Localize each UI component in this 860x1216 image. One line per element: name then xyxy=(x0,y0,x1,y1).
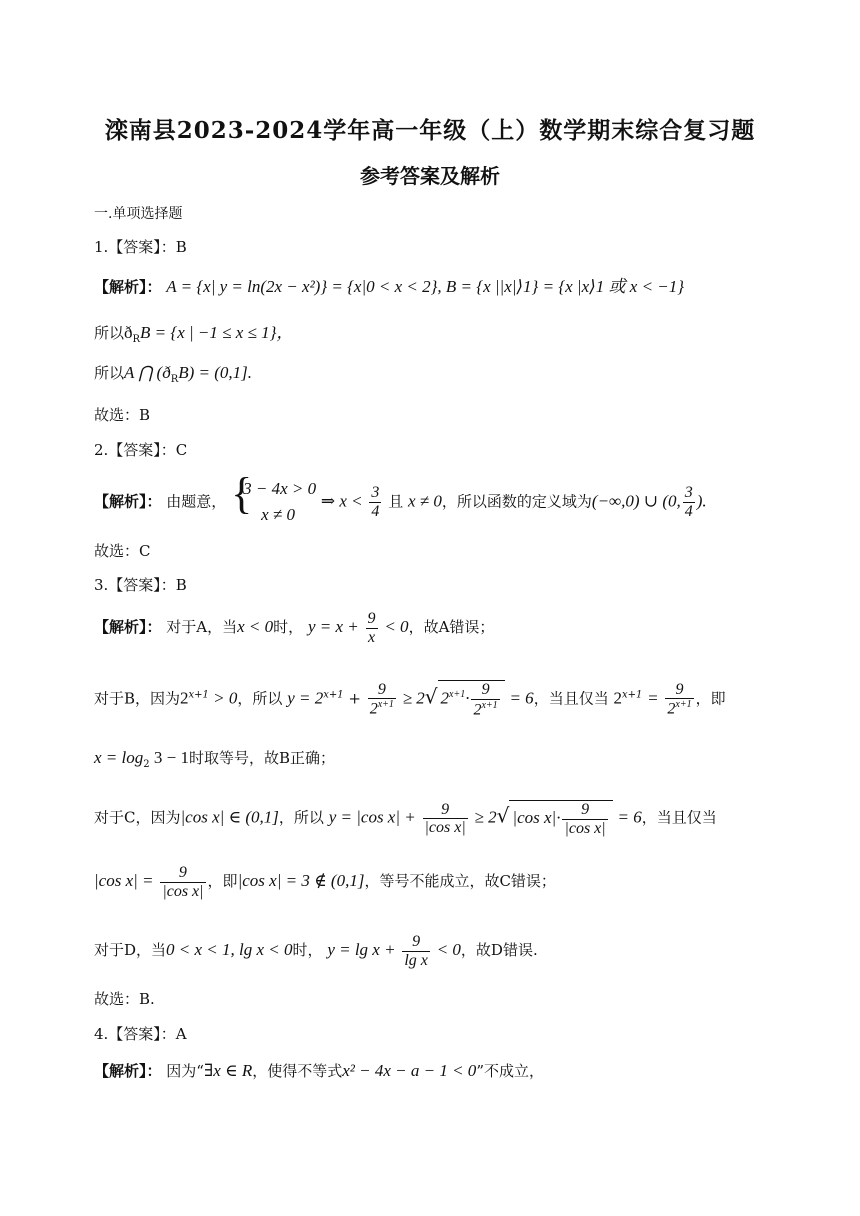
q3-b-frac xyxy=(368,681,396,719)
q3-b-text2: ，所以 xyxy=(237,689,283,708)
q3-a-num: 9 xyxy=(367,610,376,627)
q3-c-sqrt: |cos x|· $\frac{9}{\text{|cos x|}}$ xyxy=(509,800,612,837)
q4-solution xyxy=(94,1060,544,1081)
q3-c-expr2: y = |cos x| + xyxy=(328,807,416,827)
q2-frac-den: 4 xyxy=(371,502,380,520)
q3-line-c2 xyxy=(94,864,556,900)
q3-b-base: 2 xyxy=(180,688,189,708)
q3-c2-den: |cos x| xyxy=(162,882,204,900)
q3-c-ge: ≥ 2 xyxy=(474,807,497,827)
q3-d-text2: 时， xyxy=(292,941,323,960)
q2-text1: 由题意， xyxy=(166,492,227,511)
q3-b-text1: 对于B，因为 xyxy=(94,689,181,708)
q2-label: 【解析】： xyxy=(94,492,162,511)
q2-domain: (−∞,0) ∪ (0, xyxy=(591,491,681,511)
q3-c-text1: 对于C，因为 xyxy=(94,808,181,827)
q3-c-expr1: |cos x| ∈ (0,1] xyxy=(180,807,279,827)
q3-c-text2: ，所以 xyxy=(278,808,324,827)
q2-system-row2: x ≠ 0 xyxy=(261,505,295,525)
q3-a-frac xyxy=(366,610,378,646)
q2-cond: x ≠ 0 xyxy=(408,491,442,511)
q3-b2-sub: 2 xyxy=(143,759,150,770)
document-title: 滦南县2023-2024学年高一年级（上）数学期末综合复习题 xyxy=(104,117,756,144)
q2-brace: { xyxy=(231,469,253,518)
q1-expr1: A = {x| y = ln(2x − x²)} = {x|0 < x < 2}, B = {x ||x|⟩1} = {x |x⟩1 或 x < −1} xyxy=(166,277,685,296)
q3-c-num: 9 xyxy=(441,800,450,818)
q4-label: 【解析】： xyxy=(94,1062,162,1080)
q3-c2-num: 9 xyxy=(178,864,187,881)
q3-b2-expr: x = log xyxy=(94,748,144,767)
q3-a-expr2: < 0 xyxy=(384,617,409,637)
q2-domain-end: ). xyxy=(696,491,707,511)
q3-a-cond: x < 0 xyxy=(237,617,274,637)
q4-expr1: ∃x ∈ R xyxy=(203,1061,253,1080)
q3-d-num: 9 xyxy=(412,933,421,950)
q1-solution-line3 xyxy=(94,362,252,385)
q3-a-expr: y = x + xyxy=(307,617,359,637)
q3-b-exp: x+1 xyxy=(188,689,209,701)
q3-b-eq6: = 6 xyxy=(509,688,534,708)
q3-line-c: 对于C，因为|cos x| ∈ (0,1]，所以 y = |cos x| + $\frac{9}{\text{|cos x|}}$ ≥ 2√ |cos x|· $\frac{9}{\text{|cos x|}}$ = 6，当且仅当 xyxy=(94,800,717,837)
q1-line2-complement: ð xyxy=(124,323,133,342)
q4-text1: 因为“ xyxy=(166,1062,204,1080)
q3-a-text1: 对于A，当 xyxy=(166,618,238,637)
q3-line-a xyxy=(94,610,494,646)
q3-d-text1: 对于D，当 xyxy=(94,941,167,960)
q3-a-text2: 时， xyxy=(273,618,304,637)
q3-d-expr2: < 0 xyxy=(436,940,461,960)
q3-b-c1: > 0 xyxy=(208,688,238,708)
q3-d-text3: ，故D错误. xyxy=(460,941,538,960)
q4-text3: ”不成立， xyxy=(476,1062,544,1080)
q2-text2: 且 xyxy=(388,492,404,511)
document-subtitle: 参考答案及解析 xyxy=(360,164,500,188)
q3-b-expr: y = 2 xyxy=(287,688,324,708)
q3-line-d xyxy=(94,933,538,969)
q2-conclusion: 故选：C xyxy=(94,542,151,560)
q4-text2: ，使得不等式 xyxy=(252,1062,343,1080)
q3-b-sqrt: $2^{x+1}\cdot$ $\frac{9}{2^{x+1}}$ xyxy=(438,680,505,719)
q3-b-text4: ，即 xyxy=(695,689,726,708)
q3-conclusion: 故选：B. xyxy=(94,990,155,1008)
q1-solution-line1 xyxy=(94,272,684,297)
q1-line2-sub: R xyxy=(132,334,141,345)
q3-d-den: lg x xyxy=(404,951,428,969)
q3-b-num: 9 xyxy=(377,680,386,698)
q3-c-text3: ，当且仅当 xyxy=(641,808,717,827)
q3-a-text3: ，故A错误； xyxy=(408,618,495,637)
q2-domain-den: 4 xyxy=(684,502,693,520)
q2-system-row1: 3 − 4x > 0 xyxy=(243,479,317,498)
q3-c2-text1: ，即 xyxy=(207,872,238,891)
q1-line3-expr1: A ⋂ (ð xyxy=(124,363,171,382)
q1-solution-line2 xyxy=(94,318,293,345)
q3-b-den: $2^{x+1}$ xyxy=(369,699,394,718)
q3-c-eq6: = 6 xyxy=(617,807,642,827)
q2-frac-num: 3 xyxy=(371,484,380,502)
q1-line3-expr2: B) = (0,1]. xyxy=(178,363,253,382)
q1-line3-sub: R xyxy=(170,374,179,385)
q1-answer: 1.【答案】：B xyxy=(94,238,187,256)
q2-domain-num: 3 xyxy=(684,484,693,502)
q3-d-frac xyxy=(402,933,430,969)
q3-b2-expr2: 3 − 1 xyxy=(149,748,189,767)
section-heading: 一.单项选择题 xyxy=(94,206,183,222)
q3-answer: 3.【答案】：B xyxy=(94,576,187,594)
q3-label: 【解析】： xyxy=(94,618,162,637)
q1-label: 【解析】： xyxy=(94,278,162,296)
q2-answer: 2.【答案】：C xyxy=(94,441,188,459)
q3-c2-text2: ，等号不能成立，故C错误； xyxy=(364,872,556,891)
q3-c2-expr2: |cos x| = 3 ∉ (0,1] xyxy=(237,871,365,891)
q3-c2-frac xyxy=(160,864,205,900)
q3-d-cond: 0 < x < 1, lg x < 0 xyxy=(166,940,293,960)
q2-solution xyxy=(94,469,707,529)
q2-arrow: ⇒ x < xyxy=(320,491,363,511)
q3-b-text3: ，当且仅当 xyxy=(533,689,609,708)
q1-line2-prefix: 所以 xyxy=(94,324,125,342)
q2-text3: ，所以函数的定义域为 xyxy=(441,492,592,511)
q3-c2-expr1: |cos x| = xyxy=(94,871,154,891)
q3-c-den: |cos x| xyxy=(424,819,466,837)
q2-frac xyxy=(369,484,381,520)
q3-line-b2 xyxy=(94,747,335,770)
q3-a-den: x xyxy=(366,628,378,647)
q2-domain-frac xyxy=(683,484,695,520)
q4-expr2: x² − 4x − a − 1 < 0 xyxy=(342,1061,477,1080)
q1-conclusion: 故选：B xyxy=(94,406,151,424)
q3-d-expr: y = lg x + xyxy=(327,940,396,960)
q4-answer: 4.【答案】：A xyxy=(94,1025,187,1043)
q1-line2-rest: B = {x | −1 ≤ x ≤ 1}， xyxy=(140,323,294,342)
q3-b2-text: 时取等号，故B正确； xyxy=(188,749,335,767)
q1-line3-prefix: 所以 xyxy=(94,364,125,382)
q3-c-frac xyxy=(423,801,468,837)
q3-line-b: 对于B，因为$2^{x+1} > 0$，所以 $y = 2^{x+1}$ + $\frac{9}{2^{x+1}}$ ≥ 2√ $2^{x+1}\cdot$ $\frac{9}{2^{x+1}}$ = 6，当且仅当 $2^{x+1}$ = $\frac{9}{2^{x+1}}$ ，即 xyxy=(94,680,726,718)
q2-system xyxy=(231,469,317,529)
q3-b-ge: ≥ 2 xyxy=(402,688,425,708)
